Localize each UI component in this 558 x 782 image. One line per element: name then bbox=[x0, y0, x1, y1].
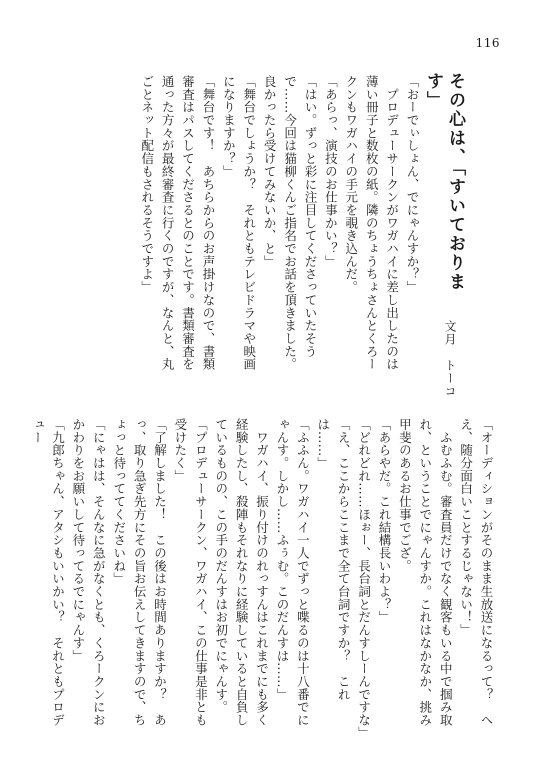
paragraph: 「にゃはは、そんなに急がなくとも、くろークンにおかわりをお願いして待ってるでにゃんす」 bbox=[70, 418, 107, 727]
paragraph: 「ふふん。ワガハイ一人でずっと喋るのは十八番でにゃんす。しかし……ふぅむ。このだんすは……」 bbox=[274, 418, 311, 727]
page-number: 116 bbox=[475, 36, 500, 50]
paragraph: 「あらやだ。これ結構長いわよ？」 bbox=[376, 418, 392, 624]
paragraph: 「おーでぃしょん、でにゃんすか？」 bbox=[405, 75, 420, 294]
paragraph: ふむふむ。審査員だけでなく観客もいる中で掴み取れ、ということでにゃんすか。これはなかなか、挑み甲斐のあるお仕事でござ。 bbox=[397, 418, 454, 727]
paragraph: 「舞台です！ あちらからのお声掛けなので、書類審査はパスしてくださるとのことです。書類審査を通った方々が最終審査に行くのですが、なんと、丸ごとネット配信もされるそうですよ」 bbox=[139, 75, 216, 371]
author-name: 文月 トーコ bbox=[443, 320, 457, 398]
paragraph: 「プロデューサークン、ワガハイ、この仕事是非とも受けたく」 bbox=[172, 418, 209, 727]
text-column-top bbox=[62, 75, 422, 380]
paragraph: ワガハイ、振り付けのれっすんはこれまでにも多く経験したし、殺陣もそれなりに経験していると自負しているものの、この手のだんすはお初でにゃんす。 bbox=[213, 418, 270, 727]
text-column-bottom bbox=[30, 418, 496, 740]
story-title: その心は、「すいております」 bbox=[423, 72, 465, 292]
paragraph: 「あらっ、演技のお仕事かい？」 bbox=[323, 75, 339, 268]
paragraph: 「オーディションがそのまま生放送になるって？ へえ、随分面白いことするじゃない！」 bbox=[458, 418, 494, 727]
paragraph: 「はい。ずっと彩に注目してくださっていたそうで……今回は猫柳くんご指名でお話を頂きました。良かったら受けてみないか、と」 bbox=[262, 75, 318, 371]
paragraph: 「了解しました！ この後はお時間ありますか？ あっ、取り急ぎ先方にその旨お伝えしてきますので、ちょっと待っててくださいね」 bbox=[111, 418, 168, 727]
paragraph: 「どれどれ……ほぉー、長台詞とだんすしーんですな」 bbox=[356, 418, 372, 740]
paragraph: 「舞台でしょうか？ それともテレビドラマや映画になりますか？」 bbox=[221, 75, 257, 371]
paragraph: 「九郎ちゃん、アタシもいいかい？ それともプロデュー bbox=[30, 418, 66, 727]
paragraph: プロデューサークンがワガハイに差し出したのは薄い冊子と数枚の紙。隣のちょうちょさんとくろークンもワガハイの手元を覗き込んだ。 bbox=[343, 75, 400, 371]
paragraph: 「え、ここからここまで全て台詞ですか？ これは……」 bbox=[315, 418, 352, 701]
